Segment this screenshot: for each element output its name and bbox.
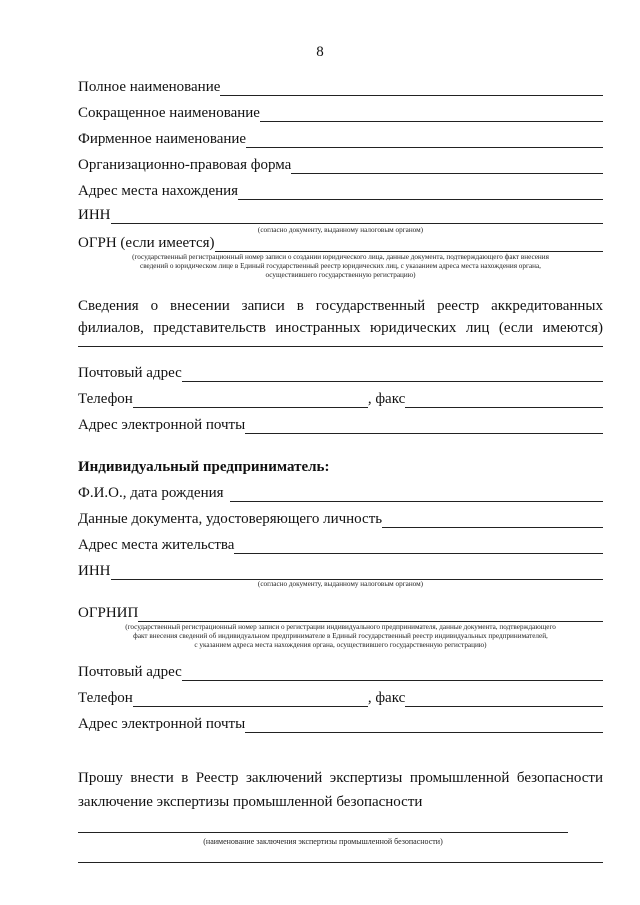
ogrnip-field[interactable] [138,607,603,622]
ip-postal-field[interactable] [182,666,603,681]
inn-caption: (согласно документу, выданному налоговым органом) [257,226,424,234]
ip-fax-label: , факс [367,690,406,706]
fax-field[interactable] [405,393,603,408]
conclusion-name-field-2[interactable] [78,862,603,863]
ip-inn-label: ИНН [78,563,111,579]
id-doc-row [78,511,603,528]
ip-email-field[interactable] [245,718,603,733]
full-name-row [78,79,603,96]
ogrnip-row [78,605,603,622]
ip-inn-field[interactable] [111,565,604,580]
ogrnip-label: ОГРНИП [78,605,139,621]
email-label: Адрес электронной почты [78,417,246,433]
email-row [78,417,603,434]
address-field[interactable] [238,185,603,200]
legal-form-label: Организационно-правовая форма [78,157,292,173]
postal-row [78,365,603,382]
address-label: Адрес места нахождения [78,183,239,199]
ip-phone-row [78,690,603,707]
postal-field[interactable] [182,367,603,382]
ogrn-field[interactable] [215,237,603,252]
request-line-2: заключение экспертизы промышленной безопасности [78,794,423,810]
name-dob-label: Ф.И.О., дата рождения [78,485,224,501]
inn-row [78,207,603,224]
ip-postal-row [78,664,603,681]
short-name-row [78,105,603,122]
name-dob-field[interactable] [230,487,603,502]
ip-phone-label: Телефон [78,690,133,706]
brand-name-label: Фирменное наименование [78,131,247,147]
inn-field[interactable] [111,209,604,224]
ogrn-caption-1: (государственный регистрационный номер записи о создании юридического лица, данные документа, подтверждающего факт внесения [132,253,549,261]
ip-fax-field[interactable] [405,692,603,707]
legal-form-row [78,157,603,174]
address-row [78,183,603,200]
request-line-1: Прошу внести в Реестр заключений экспертизы промышленной безопасности [78,770,603,786]
branches-field[interactable] [78,346,603,347]
ip-phone-field[interactable] [133,692,368,707]
short-name-label: Сокращенное наименование [78,105,260,121]
individual-heading: Индивидуальный предприниматель: [78,459,330,475]
short-name-field[interactable] [260,107,603,122]
ip-inn-row [78,563,603,580]
ogrnip-caption-1: (государственный регистрационный номер записи о регистрации индивидуального предпринимателя, данные документа, подтверждающего [125,623,556,631]
name-dob-row [78,485,603,502]
ogrn-caption-3: осуществившего государственную регистрацию) [265,271,416,279]
ogrn-label: ОГРН (если имеется) [78,235,215,251]
phone-field[interactable] [133,393,368,408]
page-number: 8 [316,44,324,60]
ogrn-caption-2: сведений о юридическом лице в Единый государственный реестр юридических лиц, с указанием адреса места нахождения органа, [140,262,541,270]
conclusion-name-caption: (наименование заключения экспертизы промышленной безопасности) [203,837,443,846]
inn-label: ИНН [78,207,111,223]
conclusion-name-field[interactable] [78,832,568,833]
full-name-label: Полное наименование [78,79,221,95]
id-doc-label: Данные документа, удостоверяющего личность [78,511,383,527]
brand-name-field[interactable] [246,133,603,148]
ip-postal-label: Почтовый адрес [78,664,182,680]
postal-label: Почтовый адрес [78,365,182,381]
phone-label: Телефон [78,391,133,407]
ogrn-row [78,235,603,252]
ogrnip-caption-2: факт внесения сведений об индивидуальном предпринимателе в Единый государственный реестр индивидуальных предпринимателей, [133,632,548,640]
id-doc-field[interactable] [382,513,603,528]
email-field[interactable] [245,419,603,434]
branches-text: Сведения о внесении записи в государственный реестр аккредитованных филиалов, представительств иностранных юридических лиц (если имеются) [78,298,603,336]
full-name-field[interactable] [220,81,603,96]
ip-inn-caption: (согласно документу, выданному налоговым органом) [257,580,424,588]
ogrnip-caption-3: с указанием адреса места нахождения органа, осуществившего государственную регистрацию) [194,641,487,649]
residence-label: Адрес места жительства [78,537,235,553]
legal-form-field[interactable] [291,159,603,174]
fax-label: , факс [367,391,406,407]
ip-email-row [78,716,603,733]
brand-name-row [78,131,603,148]
phone-row [78,391,603,408]
residence-row [78,537,603,554]
ip-email-label: Адрес электронной почты [78,716,246,732]
residence-field[interactable] [234,539,603,554]
